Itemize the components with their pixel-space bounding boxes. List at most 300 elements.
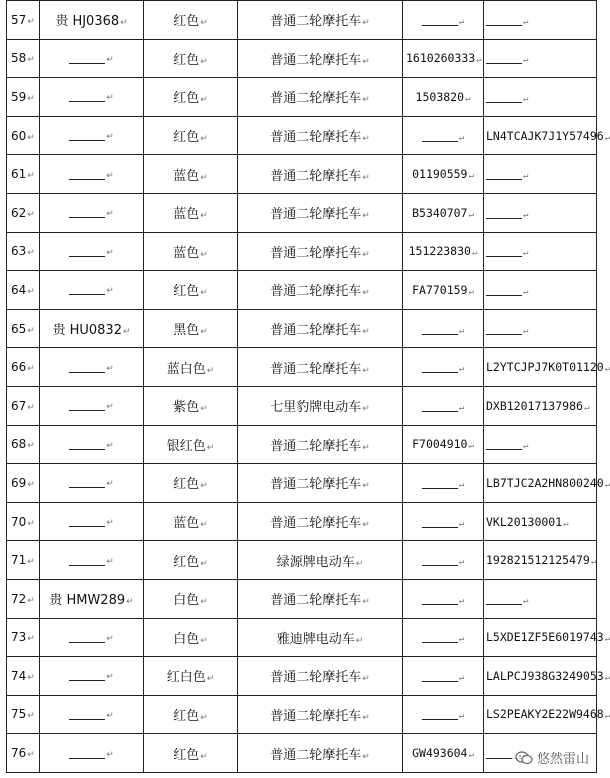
return-mark-icon: ↵ [200, 751, 208, 762]
return-mark-icon: ↵ [27, 248, 35, 259]
row-number [7, 155, 40, 194]
engine-number-cell [403, 695, 484, 734]
return-mark-icon: ↵ [27, 171, 35, 182]
return-mark-icon: ↵ [206, 442, 215, 453]
return-mark-icon: ↵ [106, 93, 114, 104]
return-mark-icon: ↵ [362, 751, 370, 762]
return-mark-icon: ↵ [362, 56, 370, 67]
blank-line [486, 208, 522, 219]
plate-cell [40, 386, 144, 425]
return-mark-icon: ↵ [106, 132, 114, 143]
blank-line [422, 131, 458, 142]
color-cell-text: 红色 [173, 708, 200, 724]
color-cell [144, 309, 238, 348]
return-mark-icon: ↵ [523, 16, 529, 27]
table-row [7, 695, 597, 734]
row-number [7, 734, 40, 773]
engine-number-cell [403, 232, 484, 271]
return-mark-icon: ↵ [523, 93, 529, 104]
blank-line [486, 285, 522, 296]
vehicle-type-cell [238, 502, 403, 541]
engine-number-cell [403, 579, 484, 618]
blank-line [422, 478, 458, 489]
return-mark-icon: ↵ [523, 325, 529, 336]
return-mark-icon: ↵ [458, 132, 465, 143]
return-mark-icon: ↵ [106, 749, 114, 760]
row-number-text: 67 [11, 398, 27, 413]
color-cell [144, 232, 238, 271]
vehicle-type-cell-text: 普通二轮摩托车 [270, 14, 362, 30]
return-mark-icon: ↵ [106, 363, 114, 374]
table-body [7, 1, 610, 773]
return-mark-icon: ↵ [27, 711, 35, 722]
plate-cell [40, 541, 144, 580]
return-mark-icon: ↵ [362, 249, 370, 260]
engine-number-cell-text: 1610260333 [406, 51, 476, 66]
return-mark-icon: ↵ [476, 55, 482, 66]
blank-line [69, 670, 105, 681]
vehicle-type-cell-text: 普通二轮摩托车 [270, 516, 362, 532]
return-mark-icon: ↵ [362, 327, 370, 338]
vehicle-type-cell [238, 386, 403, 425]
blank-line [69, 709, 105, 720]
vehicle-type-cell [238, 232, 403, 271]
return-mark-icon: ↵ [200, 597, 208, 608]
return-mark-icon: ↵ [523, 209, 529, 220]
return-mark-icon: ↵ [200, 56, 208, 67]
vehicle-type-cell [238, 78, 403, 117]
color-cell [144, 1, 238, 40]
return-mark-icon: ↵ [468, 209, 474, 220]
vehicle-type-cell [238, 1, 403, 40]
plate-cell [40, 39, 144, 78]
return-mark-icon: ↵ [362, 442, 370, 453]
row-number [7, 541, 40, 580]
row-number-text: 62 [11, 205, 27, 220]
color-cell-text: 蓝白色 [166, 361, 206, 377]
return-mark-icon: ↵ [468, 441, 474, 452]
color-cell-text: 红色 [173, 14, 200, 30]
return-mark-icon: ↵ [200, 327, 208, 338]
color-cell-text: 红白色 [166, 670, 206, 686]
blank-line [486, 169, 522, 180]
return-mark-icon: ↵ [468, 750, 474, 761]
blank-line [69, 400, 105, 411]
return-mark-icon: ↵ [200, 288, 208, 299]
blank-line [422, 401, 458, 412]
vehicle-type-cell [238, 39, 403, 78]
return-mark-icon: ↵ [458, 557, 465, 568]
row-number [7, 78, 40, 117]
return-mark-icon: ↵ [200, 520, 208, 531]
vehicle-type-cell [238, 579, 403, 618]
blank-line [422, 362, 458, 373]
return-mark-icon: ↵ [106, 209, 114, 220]
plate-cell [40, 618, 144, 657]
engine-number-cell [403, 309, 484, 348]
blank-line [69, 246, 105, 257]
plate-cell [40, 78, 144, 117]
blank-line [422, 15, 458, 26]
vin-cell [484, 618, 610, 657]
color-cell [144, 657, 238, 696]
plate-cell [40, 232, 144, 271]
color-cell-text: 白色 [173, 593, 200, 609]
return-mark-icon: ↵ [468, 171, 474, 182]
return-mark-icon: ↵ [200, 558, 208, 569]
blank-line [69, 477, 105, 488]
blank-line [486, 92, 522, 103]
vin-cell-text: 192821512125479 [486, 553, 590, 568]
return-mark-icon: ↵ [362, 674, 370, 685]
table-row [7, 579, 597, 618]
row-number-text: 76 [11, 746, 27, 761]
return-mark-icon: ↵ [126, 597, 134, 608]
blank-line [422, 517, 458, 528]
return-mark-icon: ↵ [27, 479, 35, 490]
row-number-text: 59 [11, 89, 27, 104]
return-mark-icon: ↵ [106, 710, 114, 721]
row-number [7, 502, 40, 541]
return-mark-icon: ↵ [604, 132, 610, 143]
row-number [7, 309, 40, 348]
plate-cell [40, 734, 144, 773]
return-mark-icon: ↵ [523, 171, 529, 182]
vehicle-type-cell-text: 普通二轮摩托车 [270, 593, 362, 609]
color-cell-text: 黑色 [173, 323, 200, 339]
color-cell [144, 193, 238, 232]
engine-number-cell [403, 193, 484, 232]
color-cell-text: 红色 [173, 747, 200, 763]
vin-cell [484, 193, 597, 232]
vin-cell-text: LN4TCAJK7J1Y57496 [486, 128, 604, 143]
vehicle-type-cell-text: 普通二轮摩托车 [270, 168, 362, 184]
blank-line [422, 594, 458, 605]
return-mark-icon: ↵ [206, 674, 215, 685]
engine-number-cell-text: B5340707 [412, 205, 468, 220]
return-mark-icon: ↵ [200, 249, 208, 260]
return-mark-icon: ↵ [27, 634, 35, 645]
blank-line [422, 671, 458, 682]
return-mark-icon: ↵ [27, 518, 35, 529]
plate-cell [40, 1, 144, 40]
color-cell [144, 502, 238, 541]
row-number-text: 70 [11, 514, 27, 529]
vin-cell [484, 232, 597, 271]
vin-cell-text: L5XDE1ZF5E6019743 [486, 630, 604, 645]
return-mark-icon: ↵ [122, 327, 131, 338]
vin-cell-text: LB7TJC2A2HN800240 [486, 475, 604, 490]
color-cell [144, 464, 238, 503]
table-row [7, 734, 597, 773]
return-mark-icon: ↵ [27, 672, 35, 683]
return-mark-icon: ↵ [27, 286, 35, 297]
return-mark-icon: ↵ [27, 325, 35, 336]
return-mark-icon: ↵ [362, 712, 370, 723]
plate-cell [40, 502, 144, 541]
vehicle-type-cell [238, 425, 403, 464]
return-mark-icon: ↵ [604, 634, 610, 645]
return-mark-icon: ↵ [604, 672, 610, 683]
table-row [7, 1, 597, 40]
row-number-text: 73 [11, 630, 27, 645]
return-mark-icon: ↵ [523, 595, 529, 606]
plate-cell-text: 贵 HJ0368 [55, 14, 120, 30]
color-cell [144, 39, 238, 78]
color-cell [144, 271, 238, 310]
blank-line [69, 439, 105, 450]
return-mark-icon: ↵ [106, 286, 114, 297]
row-number-text: 58 [11, 51, 27, 66]
row-number [7, 116, 40, 155]
color-cell [144, 734, 238, 773]
row-number [7, 232, 40, 271]
blank-line [69, 748, 105, 759]
return-mark-icon: ↵ [106, 479, 114, 490]
engine-number-cell [403, 271, 484, 310]
plate-cell [40, 657, 144, 696]
plate-cell-text: 贵 HU0832 [52, 323, 122, 339]
return-mark-icon: ↵ [200, 134, 208, 145]
color-cell [144, 579, 238, 618]
return-mark-icon: ↵ [362, 211, 370, 222]
return-mark-icon: ↵ [355, 558, 364, 569]
engine-number-cell [403, 386, 484, 425]
engine-number-cell [403, 116, 484, 155]
return-mark-icon: ↵ [200, 18, 208, 29]
return-mark-icon: ↵ [362, 172, 370, 183]
engine-number-cell [403, 464, 484, 503]
return-mark-icon: ↵ [27, 441, 35, 452]
vehicle-type-cell [238, 116, 403, 155]
return-mark-icon: ↵ [27, 402, 35, 413]
return-mark-icon: ↵ [362, 481, 370, 492]
vehicle-type-cell-text: 普通二轮摩托车 [270, 245, 362, 261]
blank-line [69, 169, 105, 180]
return-mark-icon: ↵ [362, 18, 370, 29]
vehicle-type-cell [238, 348, 403, 387]
row-number-text: 63 [11, 244, 27, 259]
table-row [7, 386, 597, 425]
row-number-text: 68 [11, 437, 27, 452]
engine-number-cell-text: F7004910 [412, 437, 468, 452]
engine-number-cell-text: 151223830 [408, 244, 471, 259]
plate-cell [40, 155, 144, 194]
blank-line [486, 246, 522, 257]
vehicle-type-cell [238, 734, 403, 773]
return-mark-icon: ↵ [120, 18, 128, 29]
return-mark-icon: ↵ [27, 364, 35, 375]
blank-line [69, 516, 105, 527]
color-cell-text: 银红色 [166, 438, 206, 454]
engine-number-cell [403, 618, 484, 657]
color-cell-text: 白色 [173, 631, 200, 647]
color-cell-text: 蓝色 [173, 207, 200, 223]
row-number [7, 386, 40, 425]
vin-cell [484, 541, 597, 580]
return-mark-icon: ↵ [458, 634, 465, 645]
plate-cell [40, 116, 144, 155]
return-mark-icon: ↵ [200, 712, 208, 723]
vehicle-type-cell-text: 绿源牌电动车 [276, 554, 355, 570]
row-number-text: 74 [11, 668, 27, 683]
vehicle-type-cell [238, 271, 403, 310]
vehicle-type-cell [238, 657, 403, 696]
table-row [7, 232, 597, 271]
return-mark-icon: ↵ [471, 248, 478, 259]
return-mark-icon: ↵ [106, 633, 114, 644]
blank-line [486, 324, 522, 335]
return-mark-icon: ↵ [200, 211, 208, 222]
engine-number-cell [403, 502, 484, 541]
color-cell [144, 541, 238, 580]
blank-line [422, 709, 458, 720]
return-mark-icon: ↵ [458, 325, 465, 336]
color-cell [144, 695, 238, 734]
table-row [7, 78, 597, 117]
return-mark-icon: ↵ [106, 518, 114, 529]
plate-cell [40, 464, 144, 503]
vin-cell [484, 425, 597, 464]
color-cell [144, 425, 238, 464]
return-mark-icon: ↵ [200, 481, 208, 492]
blank-line [69, 91, 105, 102]
return-mark-icon: ↵ [604, 479, 610, 490]
return-mark-icon: ↵ [206, 365, 215, 376]
table-row [7, 193, 597, 232]
engine-number-cell [403, 78, 484, 117]
return-mark-icon: ↵ [362, 404, 370, 415]
return-mark-icon: ↵ [458, 479, 465, 490]
engine-number-cell-text: 01190559 [412, 167, 468, 182]
return-mark-icon: ↵ [106, 402, 114, 413]
return-mark-icon: ↵ [523, 286, 529, 297]
vin-cell [484, 116, 610, 155]
return-mark-icon: ↵ [200, 95, 208, 106]
vehicle-type-cell [238, 695, 403, 734]
blank-line [422, 324, 458, 335]
row-number [7, 271, 40, 310]
table-row [7, 618, 597, 657]
vehicle-type-cell-text: 普通二轮摩托车 [270, 130, 362, 146]
row-number [7, 579, 40, 618]
vehicle-type-cell-text: 普通二轮摩托车 [270, 323, 362, 339]
row-number-text: 66 [11, 360, 27, 375]
table-row [7, 425, 597, 464]
engine-number-cell-text: GW493604 [412, 746, 468, 761]
engine-number-cell [403, 1, 484, 40]
return-mark-icon: ↵ [200, 635, 208, 646]
vehicle-type-cell-text: 雅迪牌电动车 [276, 631, 355, 647]
blank-line [486, 15, 522, 26]
color-cell [144, 78, 238, 117]
vehicle-type-cell-text: 普通二轮摩托车 [270, 91, 362, 107]
blank-line [69, 362, 105, 373]
return-mark-icon: ↵ [27, 750, 35, 761]
return-mark-icon: ↵ [523, 248, 529, 259]
vin-cell-text: VKL20130001 [486, 514, 563, 529]
vehicle-type-cell-text: 普通二轮摩托车 [270, 708, 362, 724]
color-cell-text: 紫色 [173, 400, 200, 416]
return-mark-icon: ↵ [200, 172, 208, 183]
vehicle-type-cell [238, 464, 403, 503]
color-cell [144, 386, 238, 425]
return-mark-icon: ↵ [468, 286, 474, 297]
return-mark-icon: ↵ [523, 441, 529, 452]
return-mark-icon: ↵ [106, 440, 114, 451]
vehicle-type-cell-text: 普通二轮摩托车 [270, 477, 362, 493]
return-mark-icon: ↵ [458, 364, 465, 375]
table-row [7, 348, 597, 387]
vin-cell [484, 78, 597, 117]
plate-cell [40, 309, 144, 348]
watermark-text: 悠然雷山 [536, 752, 589, 767]
vehicle-type-cell [238, 193, 403, 232]
vehicle-type-cell-text: 普通二轮摩托车 [270, 361, 362, 377]
engine-number-cell [403, 155, 484, 194]
return-mark-icon: ↵ [465, 93, 471, 104]
table-row [7, 155, 597, 194]
color-cell-text: 蓝色 [173, 516, 200, 532]
engine-number-cell [403, 39, 484, 78]
plate-cell [40, 348, 144, 387]
return-mark-icon: ↵ [362, 134, 370, 145]
vin-cell [484, 348, 610, 387]
return-mark-icon: ↵ [604, 364, 610, 375]
vehicle-type-cell-text: 普通二轮摩托车 [270, 284, 362, 300]
vin-cell-text: LS2PEAKY2E22W9468 [486, 707, 604, 722]
vin-cell [484, 309, 597, 348]
row-number [7, 1, 40, 40]
color-cell-text: 蓝色 [173, 168, 200, 184]
row-number [7, 39, 40, 78]
vin-cell-text: LALPCJ938G3249053 [486, 668, 604, 683]
blank-line [486, 594, 522, 605]
vin-cell [484, 155, 597, 194]
plate-cell [40, 193, 144, 232]
row-number-text: 60 [11, 128, 27, 143]
row-number-text: 71 [11, 553, 27, 568]
return-mark-icon: ↵ [523, 55, 529, 66]
return-mark-icon: ↵ [27, 557, 35, 568]
row-number [7, 618, 40, 657]
vehicle-type-cell [238, 155, 403, 194]
vin-cell-text: DXB12017137986 [486, 398, 583, 413]
row-number [7, 657, 40, 696]
table-row [7, 309, 597, 348]
vehicle-type-cell [238, 541, 403, 580]
row-number-text: 64 [11, 282, 27, 297]
table-row [7, 502, 597, 541]
wechat-icon [515, 751, 533, 765]
engine-number-cell-text: FA770159 [412, 282, 468, 297]
vehicle-table-sheet [6, 0, 610, 773]
table-row [7, 271, 597, 310]
row-number-text: 61 [11, 167, 27, 182]
vehicle-type-cell-text: 普通二轮摩托车 [270, 670, 362, 686]
vin-cell [484, 386, 597, 425]
row-number-text: 57 [11, 12, 27, 27]
plate-cell-text: 贵 HMW289 [49, 593, 126, 609]
row-number-text: 72 [11, 591, 27, 606]
table-row [7, 116, 597, 155]
blank-line [69, 207, 105, 218]
return-mark-icon: ↵ [362, 597, 370, 608]
blank-line [69, 555, 105, 566]
vehicle-type-cell-text: 普通二轮摩托车 [270, 207, 362, 223]
blank-line [69, 53, 105, 64]
return-mark-icon: ↵ [604, 711, 610, 722]
